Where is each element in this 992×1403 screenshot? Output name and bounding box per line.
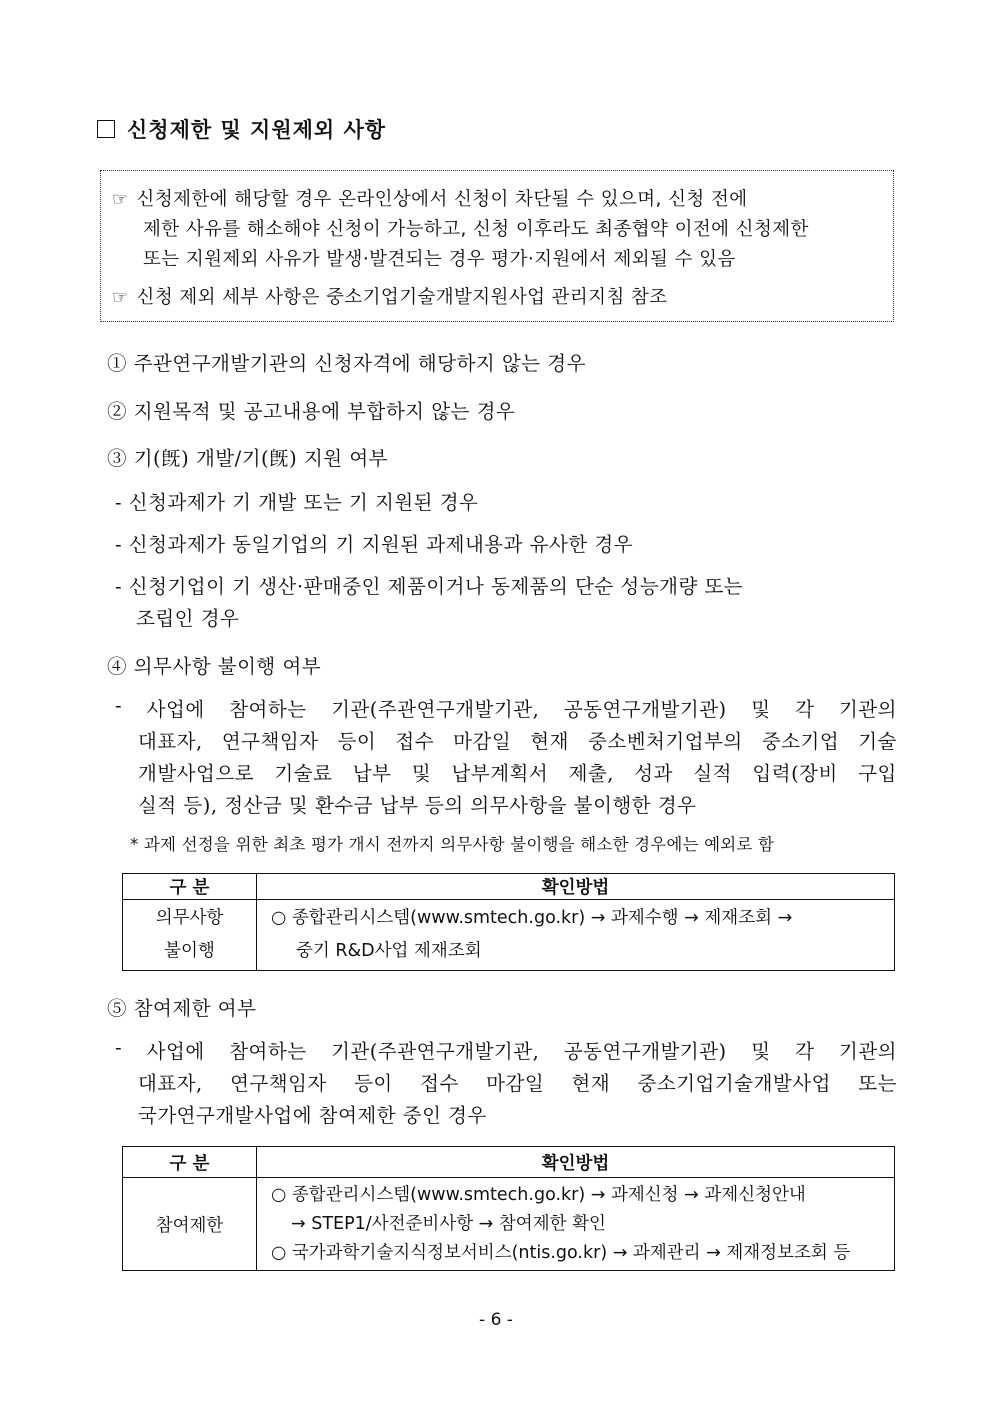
table-1-row-label: 의무사항 불이행 <box>123 900 257 971</box>
item-4-line-4: 실적 등), 정산금 및 환수금 납부 등의 의무사항을 불이행한 경우 <box>138 794 697 817</box>
item-2: ② 지원목적 및 공고내용에 부합하지 않는 경우 <box>107 400 516 423</box>
table-1-method: ○ 종합관리시스템(www.smtech.go.kr) → 과제수행 → 제재조회 → 중기 R&D사업 제재조회 <box>257 900 895 971</box>
table-2-header-method: 확인방법 <box>257 1147 895 1178</box>
item-4-line-1: - 사업에 참여하는 기관(주관연구개발기관, 공동연구개발기관) 및 각 기관의 <box>115 694 897 721</box>
note-text: 신청 제외 세부 사항은 중소기업기술개발지원사업 관리지침 참조 <box>136 287 668 308</box>
item-5-line-3: 국가연구개발사업에 참여제한 중인 경우 <box>138 1104 487 1127</box>
note-1-line-3: 또는 지원제외 사유가 발생·발견되는 경우 평가·지원에서 제외될 수 있음 <box>143 249 736 270</box>
item-3-detail-3: - 신청기업이 기 생산·판매중인 제품이거나 동제품의 단순 성능개량 또는 <box>115 575 744 598</box>
note-1-line-2: 제한 사유를 해소해야 신청이 가능하고, 신청 이후라도 최종협약 이전에 신청제한 <box>143 219 809 240</box>
item-3-detail-3-cont: 조립인 경우 <box>136 607 240 630</box>
note-text: 신청제한에 해당할 경우 온라인상에서 신청이 차단될 수 있으며, 신청 전에 <box>136 189 748 210</box>
item-5-line-1: - 사업에 참여하는 기관(주관연구개발기관, 공동연구개발기관) 및 각 기관의 <box>115 1036 897 1063</box>
item-4-footnote: * 과제 선정을 위한 최초 평가 개시 전까지 의무사항 불이행을 해소한 경우에는 예외로 함 <box>130 835 775 854</box>
note-1-line-1 <box>112 185 748 211</box>
section-title <box>97 114 386 144</box>
table-1-header-method: 확인방법 <box>257 874 895 900</box>
item-4-line-2: 대표자, 연구책임자 등이 접수 마감일 현재 중소벤처기업부의 중소기업 기술 <box>138 730 897 753</box>
table-2-row-label: 참여제한 <box>123 1178 257 1271</box>
page-number: - 6 - <box>479 1310 513 1330</box>
item-4-line-3: 개발사업으로 기술료 납부 및 납부계획서 제출, 성과 실적 입력(장비 구입 <box>138 762 897 785</box>
item-1: ① 주관연구개발기관의 신청자격에 해당하지 않는 경우 <box>107 352 586 375</box>
item-5-line-2: 대표자, 연구책임자 등이 접수 마감일 현재 중소기업기술개발사업 또는 <box>138 1072 897 1095</box>
item-3-detail-1: - 신청과제가 기 개발 또는 기 지원된 경우 <box>115 491 479 514</box>
table-2-header-category: 구 분 <box>123 1147 257 1178</box>
empty-square-icon <box>97 120 115 138</box>
pointing-hand-icon: ☞ <box>112 287 129 308</box>
check-table-2 <box>122 1146 895 1271</box>
check-table-1 <box>122 873 895 971</box>
pointing-hand-icon: ☞ <box>112 189 129 210</box>
item-3: ③ 기(旣) 개발/기(旣) 지원 여부 <box>107 447 388 470</box>
item-3-detail-2: - 신청과제가 동일기업의 기 지원된 과제내용과 유사한 경우 <box>115 533 634 556</box>
section-title-text: 신청제한 및 지원제외 사항 <box>127 118 387 142</box>
item-5: ⑤ 참여제한 여부 <box>107 997 257 1020</box>
note-2-line-1 <box>112 283 668 309</box>
item-4: ④ 의무사항 불이행 여부 <box>107 655 322 678</box>
table-1-header-category: 구 분 <box>123 874 257 900</box>
table-2-method: ○ 종합관리시스템(www.smtech.go.kr) → 과제신청 → 과제신청안내 → STEP1/사전준비사항 → 참여제한 확인 ○ 국가과학기술지식정보서비스(ntis.go.kr) → 과제관리 → 제재정보조회 등 <box>257 1178 895 1271</box>
